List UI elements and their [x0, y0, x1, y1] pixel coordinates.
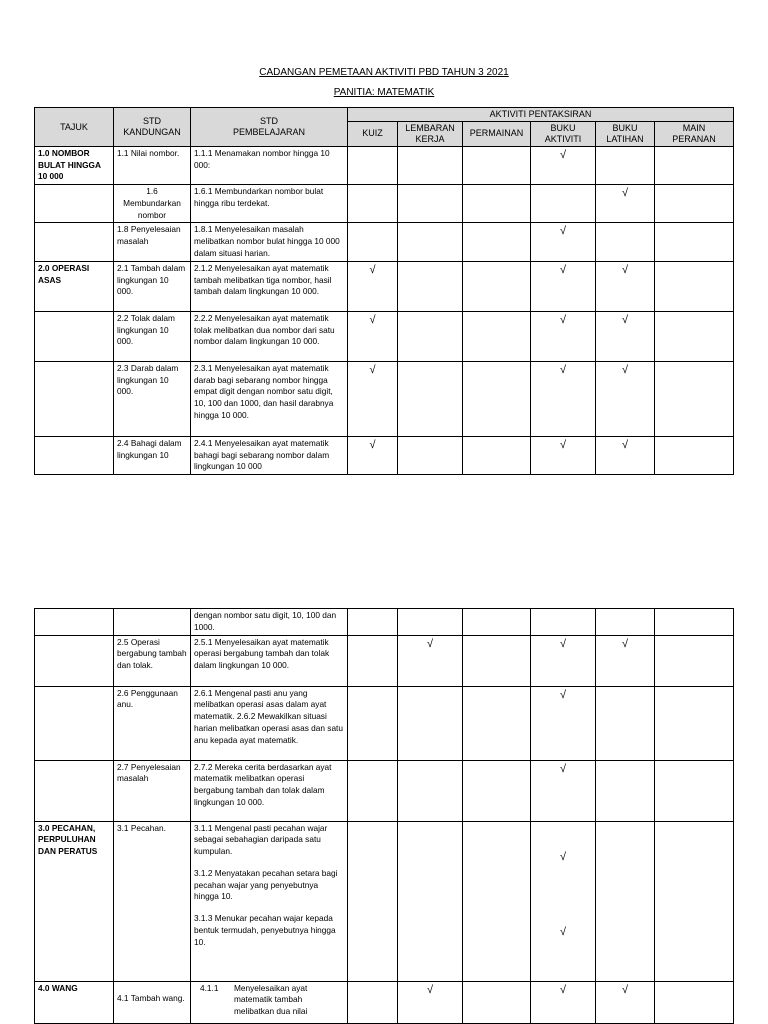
- tick-lembaran: [398, 436, 463, 474]
- pembelajaran-number: 4.1.1: [200, 982, 219, 993]
- tick-lembaran: [398, 686, 463, 760]
- pembelajaran-cell: [191, 981, 348, 1023]
- tick-permainan: [463, 981, 531, 1023]
- kandungan-cell: 3.1 Pecahan.: [114, 821, 191, 981]
- tick-mark: √: [559, 926, 567, 939]
- pembelajaran-cell: 2.7.2 Mereka cerita berdasarkan ayat matematik melibatkan operasi bergabung tambah dan tolak dalam lingkungan 10 000.: [191, 760, 348, 821]
- tick-main-peranan: [655, 261, 734, 311]
- tajuk-cell: [35, 436, 114, 474]
- table-row: [35, 311, 734, 361]
- tick-buku-latihan: √: [596, 361, 655, 436]
- kandungan-cell: 2.4 Bahagi dalam lingkungan 10: [114, 436, 191, 474]
- tick-buku-latihan: √: [596, 981, 655, 1023]
- pembelajaran-cell: 1.1.1 Menamakan nombor hingga 10 000:: [191, 146, 348, 184]
- tick-buku-aktiviti: √: [531, 311, 596, 361]
- tick-kuiz: [348, 760, 398, 821]
- tick-lembaran: [398, 261, 463, 311]
- tajuk-cell: 1.0 NOMBOR BULAT HINGGA 10 000: [35, 146, 114, 184]
- kandungan-cell: [114, 981, 191, 1023]
- document-title: CADANGAN PEMETAAN AKTIVITI PBD TAHUN 3 2021: [259, 67, 509, 78]
- tajuk-cell: [35, 185, 114, 223]
- tick-kuiz: [348, 686, 398, 760]
- tick-buku-aktiviti: √: [531, 635, 596, 686]
- tick-kuiz: [348, 146, 398, 184]
- table-row: [35, 436, 734, 474]
- tick-mark: √: [559, 850, 567, 863]
- header-buku-latihan: BUKU LATIHAN: [596, 121, 655, 146]
- kandungan-cell: 1.1 Nilai nombor.: [114, 146, 191, 184]
- tick-main-peranan: [655, 686, 734, 760]
- header-tajuk: TAJUK: [35, 108, 114, 147]
- table-row: [35, 261, 734, 311]
- kandungan-cell: 2.5 Operasi bergabung tambah dan tolak.: [114, 635, 191, 686]
- tick-lembaran: [398, 609, 463, 636]
- tick-kuiz: [348, 821, 398, 981]
- tick-buku-latihan: [596, 223, 655, 261]
- tajuk-cell: [35, 609, 114, 636]
- mapping-table-part-2: [34, 608, 734, 1024]
- tick-buku-aktiviti: [531, 609, 596, 636]
- tick-buku-aktiviti: √: [531, 223, 596, 261]
- tajuk-cell: [35, 311, 114, 361]
- tick-permainan: [463, 635, 531, 686]
- tick-main-peranan: [655, 760, 734, 821]
- tick-buku-latihan: [596, 760, 655, 821]
- tick-buku-latihan: √: [596, 436, 655, 474]
- tick-buku-latihan: [596, 686, 655, 760]
- mapping-table-part-1: [34, 107, 734, 475]
- pembelajaran-cell: 1.6.1 Membundarkan nombor bulat hingga ribu terdekat.: [191, 185, 348, 223]
- pembelajaran-cell: dengan nombor satu digit, 10, 100 dan 1000.: [191, 609, 348, 636]
- pembelajaran-cell: 2.4.1 Menyelesaikan ayat matematik bahagi bagi sebarang nombor dalam lingkungan 10 000: [191, 436, 348, 474]
- tajuk-cell: [35, 635, 114, 686]
- table-row: [35, 146, 734, 184]
- tick-main-peranan: [655, 311, 734, 361]
- table-row: [35, 361, 734, 436]
- pembelajaran-cell: 2.6.1 Mengenal pasti anu yang melibatkan operasi asas dalam ayat matematik. 2.6.2 Mewakilkan situasi harian melibatkan operasi asas dan satu anu kepada ayat matematik.: [191, 686, 348, 760]
- pembelajaran-cell: 2.1.2 Menyelesaikan ayat matematik tambah melibatkan tiga nombor, hasil tambah dalam lingkungan 10 000.: [191, 261, 348, 311]
- kandungan-cell: 2.7 Penyelesaian masalah: [114, 760, 191, 821]
- tick-main-peranan: [655, 821, 734, 981]
- table-row: [35, 981, 734, 1023]
- tick-main-peranan: [655, 981, 734, 1023]
- tick-lembaran: [398, 223, 463, 261]
- pembelajaran-part: 3.1.2 Menyatakan pecahan setara bagi pecahan wajar yang penyebutnya hingga 10.: [194, 867, 338, 902]
- pembelajaran-part: 3.1.1 Mengenal pasti pecahan wajar sebagai sebahagian daripada satu kumpulan.: [194, 822, 328, 857]
- tick-main-peranan: [655, 223, 734, 261]
- table-row: [35, 821, 734, 981]
- header-permainan: PERMAINAN: [463, 121, 531, 146]
- header-buku-aktiviti: BUKU AKTIVITI: [531, 121, 596, 146]
- tajuk-cell: [35, 760, 114, 821]
- tick-kuiz: √: [348, 261, 398, 311]
- kandungan-cell: [114, 609, 191, 636]
- tick-lembaran: [398, 311, 463, 361]
- kandungan-cell: 2.6 Penggunaan anu.: [114, 686, 191, 760]
- kandungan-cell: 1.6 Membundarkan nombor: [114, 185, 191, 223]
- tick-buku-aktiviti: √: [531, 981, 596, 1023]
- tick-buku-latihan: √: [596, 185, 655, 223]
- tick-permainan: [463, 609, 531, 636]
- document-subtitle: PANITIA: MATEMATIK: [333, 87, 435, 98]
- table-row: [35, 635, 734, 686]
- header-aktiviti-pentaksiran: AKTIVITI PENTAKSIRAN: [348, 108, 734, 122]
- tick-buku-aktiviti: √: [531, 146, 596, 184]
- tick-kuiz: [348, 609, 398, 636]
- tick-lembaran: [398, 146, 463, 184]
- tick-permainan: [463, 185, 531, 223]
- tick-main-peranan: [655, 635, 734, 686]
- tick-permainan: [463, 261, 531, 311]
- tick-kuiz: √: [348, 311, 398, 361]
- tick-buku-aktiviti: √: [531, 436, 596, 474]
- tick-kuiz: [348, 223, 398, 261]
- table-row: [35, 223, 734, 261]
- kandungan-cell: 2.3 Darab dalam lingkungan 10 000.: [114, 361, 191, 436]
- tick-permainan: [463, 821, 531, 981]
- tick-permainan: [463, 436, 531, 474]
- tick-permainan: [463, 686, 531, 760]
- kandungan-cell: 2.1 Tambah dalam lingkungan 10 000.: [114, 261, 191, 311]
- header-main-peranan: MAIN PERANAN: [655, 121, 734, 146]
- tick-buku-aktiviti: √: [531, 361, 596, 436]
- tick-buku-aktiviti: √: [531, 686, 596, 760]
- tick-kuiz: [348, 981, 398, 1023]
- pembelajaran-part: 3.1.3 Menukar pecahan wajar kepada bentuk termudah, penyebutnya hingga 10.: [194, 913, 336, 947]
- kandungan-text: 4.1 Tambah wang.: [117, 992, 185, 1003]
- tick-buku-latihan: [596, 821, 655, 981]
- tick-kuiz: [348, 635, 398, 686]
- tick-permainan: [463, 760, 531, 821]
- tick-permainan: [463, 223, 531, 261]
- tick-buku-latihan: [596, 146, 655, 184]
- tick-lembaran: √: [398, 981, 463, 1023]
- tick-lembaran: [398, 185, 463, 223]
- tajuk-cell: [35, 223, 114, 261]
- tick-permainan: [463, 361, 531, 436]
- pembelajaran-cell: [191, 821, 348, 981]
- tick-buku-aktiviti: √: [531, 760, 596, 821]
- table-row: [35, 760, 734, 821]
- tick-buku-latihan: √: [596, 311, 655, 361]
- tick-buku-aktiviti: √: [531, 261, 596, 311]
- tick-main-peranan: [655, 361, 734, 436]
- tick-buku-latihan: √: [596, 261, 655, 311]
- tick-kuiz: [348, 185, 398, 223]
- kandungan-cell: 2.2 Tolak dalam lingkungan 10 000.: [114, 311, 191, 361]
- tajuk-cell: 4.0 WANG: [35, 981, 114, 1023]
- pembelajaran-cell: 1.8.1 Menyelesaikan masalah melibatkan nombor bulat hingga 10 000 dalam situasi harian.: [191, 223, 348, 261]
- header-std-kandungan: STD KANDUNGAN: [114, 108, 191, 147]
- tick-permainan: [463, 311, 531, 361]
- table-row: [35, 686, 734, 760]
- tick-lembaran: [398, 361, 463, 436]
- tick-lembaran: [398, 821, 463, 981]
- kandungan-cell: 1.8 Penyelesaian masalah: [114, 223, 191, 261]
- tick-buku-latihan: [596, 609, 655, 636]
- tick-buku-aktiviti: [531, 821, 596, 981]
- tajuk-cell: 3.0 PECAHAN, PERPULUHAN DAN PERATUS: [35, 821, 114, 981]
- tajuk-cell: [35, 686, 114, 760]
- pembelajaran-cell: 2.2.2 Menyelesaikan ayat matematik tolak melibatkan dua nombor dari satu nombor dalam lingkungan 10 000.: [191, 311, 348, 361]
- tick-permainan: [463, 146, 531, 184]
- tick-kuiz: √: [348, 436, 398, 474]
- tick-kuiz: √: [348, 361, 398, 436]
- tajuk-cell: 2.0 OPERASI ASAS: [35, 261, 114, 311]
- header-kuiz: KUIZ: [348, 121, 398, 146]
- pembelajaran-text: Menyelesaikan ayat matematik tambah melibatkan dua nilai: [234, 982, 308, 1017]
- pembelajaran-cell: 2.3.1 Menyelesaikan ayat matematik darab bagi sebarang nombor hingga empat digit dengan nombor satu digit, 10, 100 dan 1000, dan hasil darabnya hingga 10 000.: [191, 361, 348, 436]
- pembelajaran-cell: 2.5.1 Menyelesaikan ayat matematik operasi bergabung tambah dan tolak dalam lingkungan 10 000.: [191, 635, 348, 686]
- tick-main-peranan: [655, 146, 734, 184]
- tajuk-cell: [35, 361, 114, 436]
- tick-main-peranan: [655, 609, 734, 636]
- tick-lembaran: √: [398, 635, 463, 686]
- table-row: [35, 609, 734, 636]
- table-row: [35, 185, 734, 223]
- tick-lembaran: [398, 760, 463, 821]
- tick-main-peranan: [655, 185, 734, 223]
- tick-buku-aktiviti: [531, 185, 596, 223]
- header-std-pembelajaran: STD PEMBELAJARAN: [191, 108, 348, 147]
- tick-buku-latihan: √: [596, 635, 655, 686]
- tick-main-peranan: [655, 436, 734, 474]
- header-lembaran-kerja: LEMBARAN KERJA: [398, 121, 463, 146]
